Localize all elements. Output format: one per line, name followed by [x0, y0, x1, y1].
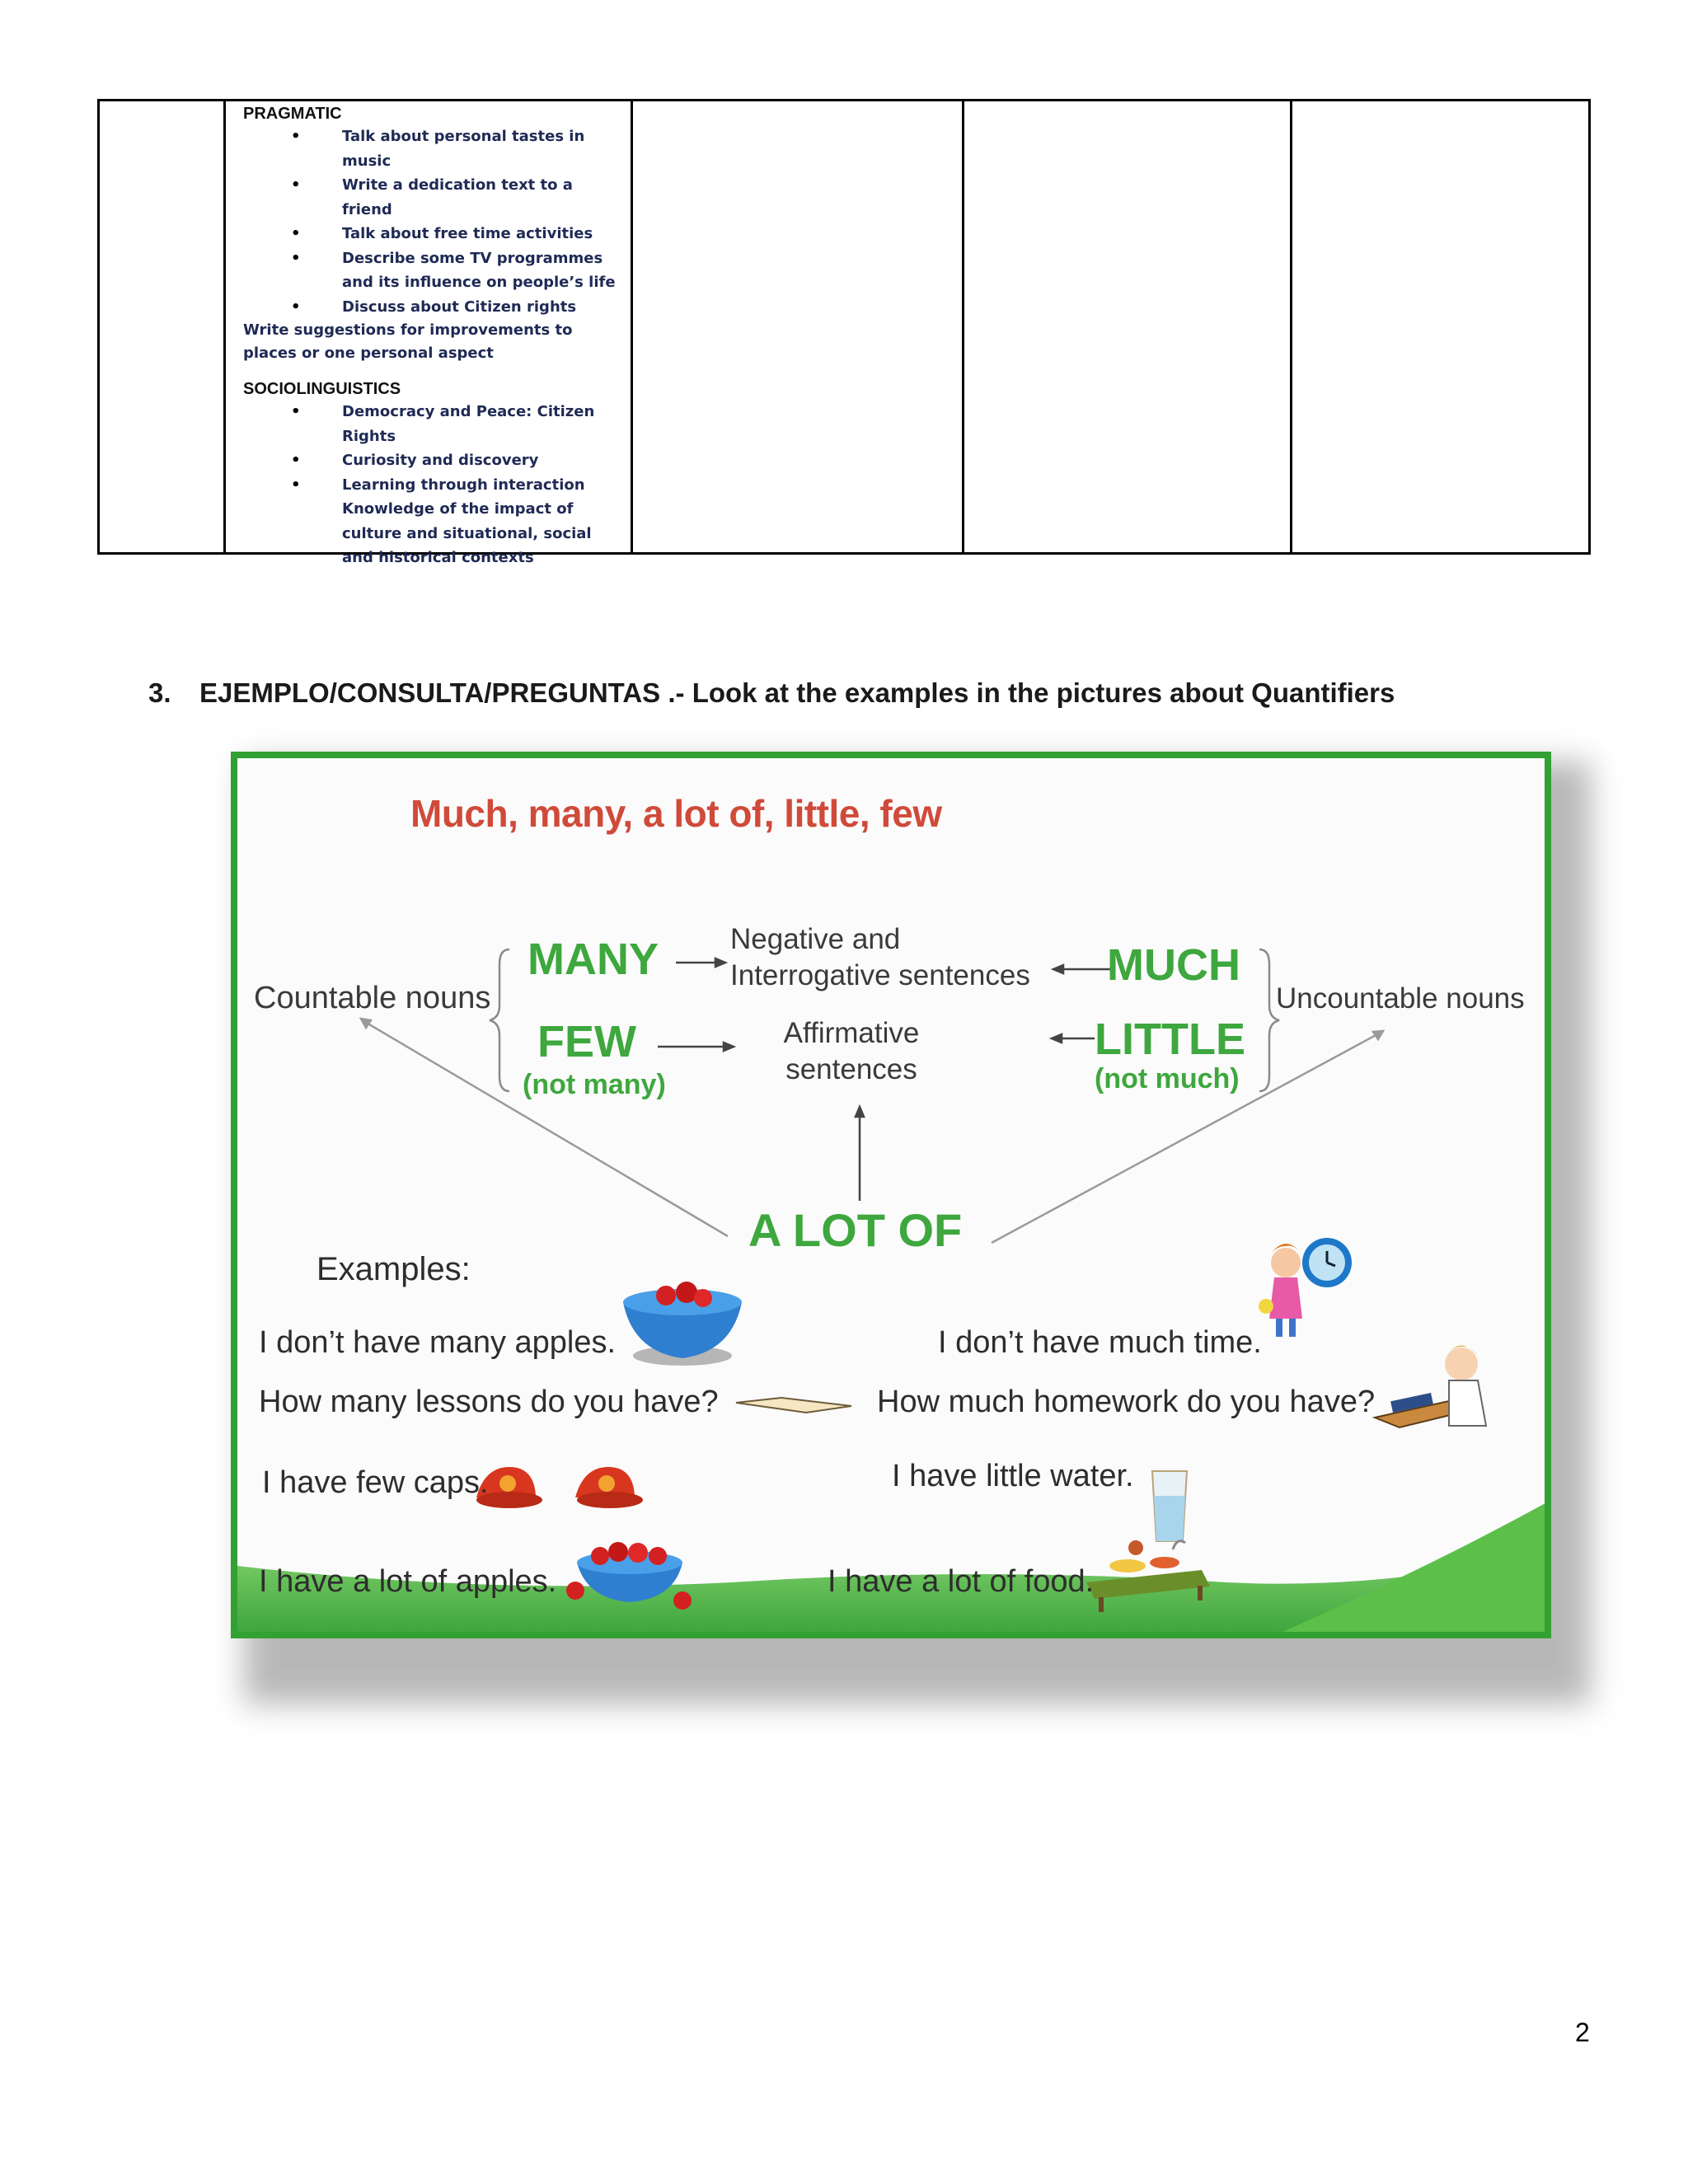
book-icon — [736, 1398, 851, 1413]
example-sentence: I don’t have many apples. — [259, 1325, 617, 1360]
arrow-head — [715, 958, 725, 967]
bullet-icon: • — [291, 452, 301, 469]
section-title: EJEMPLO/CONSULTA/PREGUNTAS .- Look at the examples in the pictures about Quantifiers — [199, 677, 1395, 708]
label-countable-nouns: Countable nouns — [254, 981, 491, 1015]
cap-icon — [575, 1467, 643, 1508]
label-negative-interrogative: Negative and Interrogative sentences — [730, 923, 1030, 991]
pragmatic-heading: PRAGMATIC — [243, 105, 342, 123]
example-sentence: How much homework do you have? — [877, 1385, 1376, 1419]
label-little: LITTLE — [1095, 1015, 1245, 1064]
page-number: 2 — [1575, 2018, 1590, 2047]
list-item: • Describe some TV programmes and its influence on people’s life — [243, 246, 633, 295]
bullet-icon: • — [291, 128, 301, 145]
example-sentence: I don’t have much time. — [938, 1325, 1262, 1360]
example-sentence: I have a lot of apples. — [259, 1564, 557, 1599]
label-a-lot-of: A LOT OF — [748, 1204, 963, 1256]
sociolinguistics-heading: SOCIOLINGUISTICS — [243, 380, 401, 398]
list-item: Knowledge of the impact of culture and situational, social and historical contexts — [342, 500, 592, 566]
list-item: • Talk about personal tastes in music — [243, 124, 633, 173]
quantifiers-graphics — [237, 758, 1551, 1638]
pragmatic-paragraph: Write suggestions for improvements to places or one personal aspect — [243, 321, 573, 362]
label-not-much: (not much) — [1095, 1063, 1240, 1094]
bullet-icon: • — [291, 225, 301, 242]
arrow-head — [856, 1107, 864, 1117]
label-many: MANY — [528, 935, 659, 984]
list-item: • Talk about free time activities — [243, 222, 633, 246]
boy-studying-icon — [1375, 1346, 1486, 1428]
girl-icon — [1259, 1244, 1302, 1337]
bullet-icon: • — [291, 298, 301, 316]
bullet-icon: • — [291, 176, 301, 194]
label-uncountable-nouns: Uncountable nouns — [1276, 982, 1525, 1015]
label-much: MUCH — [1107, 940, 1240, 990]
bullet-icon: • — [291, 403, 301, 420]
table-divider — [223, 101, 226, 552]
pragmatic-list — [243, 124, 633, 319]
list-item: • Democracy and Peace: Citizen Rights — [243, 400, 633, 448]
list-item: • Learning through interaction — [243, 473, 633, 498]
label-not-many: (not many) — [523, 1069, 666, 1100]
clock-icon — [1302, 1238, 1352, 1287]
competencies-cell — [227, 101, 633, 566]
water-glass-icon — [1152, 1471, 1187, 1541]
arrow-head — [1053, 965, 1063, 973]
example-sentence: I have a lot of food. — [828, 1564, 1095, 1599]
quantifiers-image — [231, 752, 1551, 1638]
arrow-head — [1373, 1031, 1383, 1039]
label-few: FEW — [537, 1017, 636, 1066]
left-brace — [490, 949, 509, 1091]
arrow-head — [1052, 1034, 1062, 1043]
image-title: Much, many, a lot of, little, few — [410, 792, 942, 835]
example-sentence: How many lessons do you have? — [259, 1385, 719, 1419]
bullet-icon: • — [291, 249, 301, 267]
list-item: • Write a dedication text to a friend — [243, 173, 633, 222]
bullet-icon: • — [291, 476, 301, 494]
table-divider — [962, 101, 964, 552]
label-affirmative: Affirmative sentences — [783, 1017, 920, 1085]
sociolinguistics-list — [243, 400, 633, 570]
table-divider — [1290, 101, 1292, 552]
examples-label: Examples: — [316, 1251, 471, 1287]
apple-bowl-icon — [623, 1282, 742, 1366]
arrow-head — [361, 1019, 371, 1028]
right-brace — [1259, 949, 1279, 1091]
curriculum-table — [97, 99, 1591, 566]
example-sentence: I have little water. — [892, 1459, 1134, 1493]
section-number: 3. — [148, 677, 171, 708]
arrow-head — [724, 1043, 734, 1051]
list-item: • Discuss about Citizen rights — [243, 295, 633, 320]
list-item: • Curiosity and discovery — [243, 448, 633, 473]
example-sentence: I have few caps. — [262, 1465, 489, 1500]
